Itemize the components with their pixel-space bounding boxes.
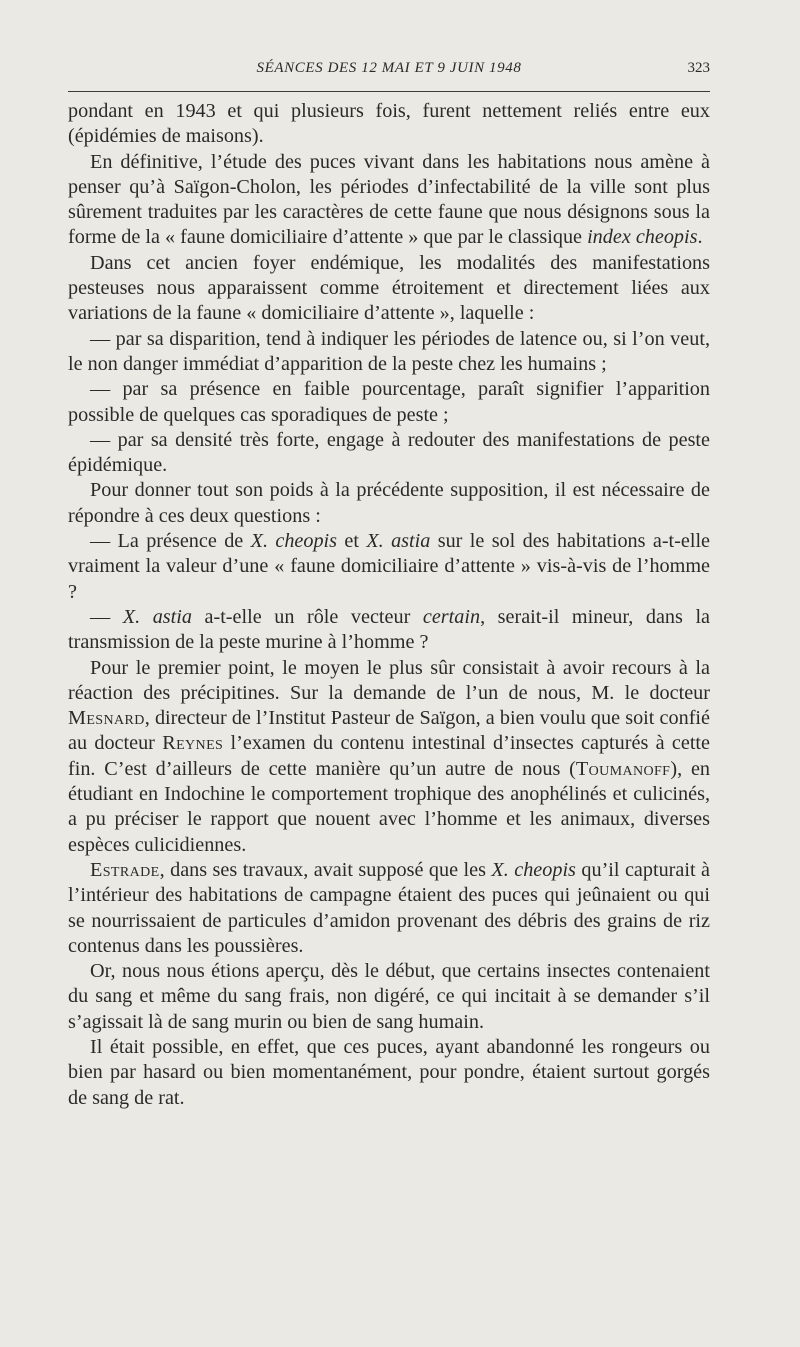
- taxon-name: X. astia: [122, 605, 192, 628]
- paragraph-text: , directeur de l’Institut Pasteur de Saïgon, a bien voulu que soit confié au docteur: [68, 707, 710, 755]
- paragraph: [68, 959, 710, 1035]
- header-rule: [68, 91, 710, 92]
- paragraph-continuation: [68, 99, 710, 150]
- paragraph-text: et: [337, 530, 367, 553]
- paragraph-text: — par sa disparition, tend à indiquer les périodes de latence ou, si l’on veut, le non danger immédiat d’apparition de la peste chez les humains ;: [68, 327, 710, 375]
- paragraph-text: a-t-elle un rôle vecteur: [191, 605, 423, 628]
- paragraph: [68, 1035, 710, 1111]
- paragraph-text: — par sa présence en faible pourcentage, paraît signifier l’apparition possible de quelques cas sporadiques de peste ;: [68, 378, 710, 426]
- paragraph-text: l’examen du contenu intestinal d’insectes capturés à cette fin. C’est d’ailleurs de cette manière qu’un autre de nous (: [68, 732, 710, 780]
- paragraph: [68, 656, 710, 858]
- paragraph-text: qu’il capturait à l’intérieur des habitations de campagne étaient des puces qui jeûnaient ou qui se nourrissaient de particules d’amidon provenant des débris des grains de riz contenus dans les poussières.: [68, 858, 710, 957]
- question-item: [68, 605, 710, 656]
- paragraph-text: Dans cet ancien foyer endémique, les modalités des manifestations pesteuses nous apparaissent comme étroitement et directement liées aux variations de la faune « domiciliaire d’attente », laquelle :: [68, 251, 710, 325]
- paragraph: [68, 858, 710, 959]
- paragraph: [68, 150, 710, 251]
- paragraph-text: pondant en 1943 et qui plusieurs fois, furent nettement reliés entre eux (épidémies de maisons).: [68, 100, 710, 148]
- paragraph: [68, 478, 710, 529]
- emphasis: certain: [422, 605, 481, 628]
- question-item: [68, 529, 710, 605]
- paragraph-text: ), en étudiant en Indochine le comportement trophique des anophélinés et culicinés, a pu préciser le rapport que nouent avec l’homme et les animaux, diverses espèces culicidiennes.: [68, 757, 710, 856]
- paragraph-text: .: [697, 226, 703, 249]
- taxon-name: X. astia: [366, 530, 431, 553]
- paragraph-text: — par sa densité très forte, engage à redouter des manifestations de peste épidémique.: [68, 428, 710, 477]
- running-title: SÉANCES DES 12 MAI ET 9 JUIN 1948: [256, 60, 522, 76]
- paragraph-text: — La présence de: [90, 530, 251, 553]
- paragraph-text: Pour le premier point, le moyen le plus sûr consistait à avoir recours à la réaction des précipitines. Sur la demande de l’un de nous, M. le docteur: [68, 656, 710, 704]
- page-number: 323: [687, 60, 710, 76]
- list-item: [68, 428, 710, 479]
- taxon-name: X. cheopis: [491, 858, 576, 881]
- paragraph-text: , dans ses travaux, avait supposé que les: [159, 858, 492, 881]
- taxon-name: X. cheopis: [250, 530, 338, 553]
- list-item: [68, 327, 710, 378]
- author-name: Reynes: [162, 732, 224, 755]
- paragraph: [68, 251, 710, 327]
- body-text: [68, 99, 710, 1111]
- list-item: [68, 377, 710, 428]
- paragraph-text: Il était possible, en effet, que ces puces, ayant abandonné les rongeurs ou bien par hasard ou bien momentanément, pour pondre, étaient surtout gorgés de sang de rat.: [68, 1035, 710, 1109]
- paragraph-text: En définitive, l’étude des puces vivant dans les habitations nous amène à penser qu’à Saïgon-Cholon, les périodes d’infectabilité de la ville sont plus sûrement traduites par les caractères de cette faune que nous désignons sous la forme de la « faune domiciliaire d’attente » que par le classique: [68, 150, 710, 249]
- taxon-name: index cheopis: [587, 226, 698, 249]
- paragraph-text: , serait-il mineur, dans la transmission de la peste murine à l’homme ?: [68, 605, 711, 654]
- author-name: Estrade: [90, 858, 160, 881]
- author-name: Toumanoff: [575, 757, 671, 780]
- running-head: [68, 60, 710, 84]
- author-name: Mesnard: [68, 707, 145, 730]
- paragraph-text: Or, nous nous étions aperçu, dès le début, que certains insectes contenaient du sang et même du sang frais, non digéré, ce qui incitait à se demander s’il s’agissait là de sang murin ou bien de sang humain.: [68, 960, 710, 1033]
- paragraph-text: sur le sol des habitations a-t-elle vraiment la valeur d’une « faune domiciliaire d’attente » vis-à-vis de l’homme ?: [68, 530, 711, 603]
- paragraph-text: Pour donner tout son poids à la précédente supposition, il est nécessaire de répondre à ces deux questions :: [68, 479, 710, 527]
- paragraph-text: —: [90, 605, 123, 628]
